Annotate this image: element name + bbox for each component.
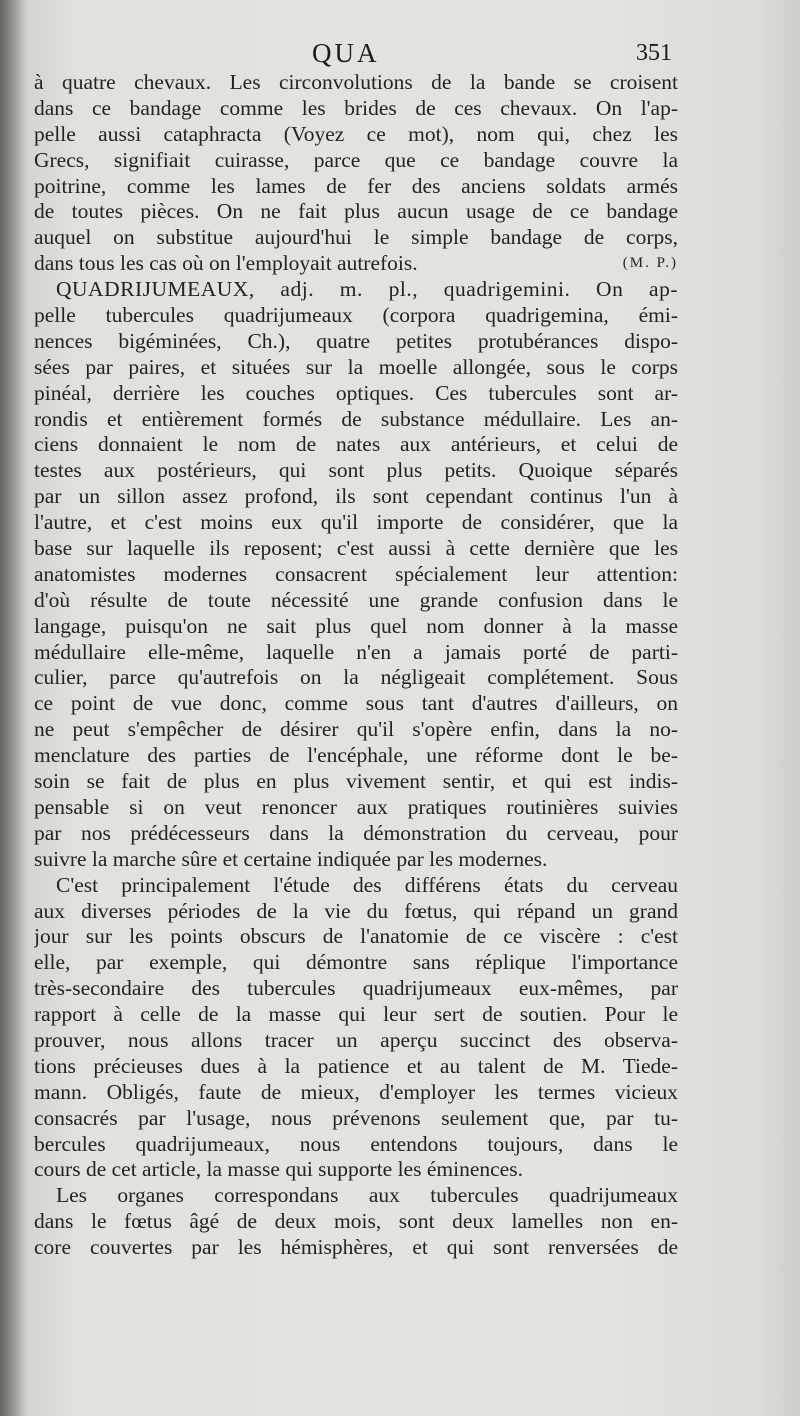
text-line: sées par paires, et situées sur la moelle allongée, sous le corps <box>34 354 678 379</box>
body-text <box>34 70 678 1261</box>
text-line: testes aux postérieurs, qui sont plus petits. Quoique séparés <box>34 458 678 483</box>
text-line: médullaire elle-même, laquelle n'en a jamais porté de parti- <box>34 639 678 664</box>
text-line: d'où résulte de toute nécessité une grande confusion dans le <box>34 587 678 612</box>
text-line: nences bigéminées, Ch.), quatre petites protubérances dispo- <box>34 328 678 353</box>
text-line: par nos prédécesseurs dans la démonstration du cerveau, pour <box>34 820 678 845</box>
text-line: de toutes pièces. On ne fait plus aucun usage de ce bandage <box>34 199 678 224</box>
running-title: QUA <box>312 38 380 68</box>
text-line: rapport à celle de la masse qui leur sert de soutien. Pour le <box>34 1002 678 1027</box>
text-line: ne peut s'empêcher de désirer qu'il s'opère enfin, dans la no- <box>34 717 678 742</box>
text-line: l'autre, et c'est moins eux qu'il importe de considérer, que la <box>34 510 678 535</box>
text-line: auquel on substitue aujourd'hui le simple bandage de corps, <box>34 225 678 250</box>
text-line: core couvertes par les hémisphères, et qui sont renversées de <box>34 1235 678 1260</box>
text-line: ciens donnaient le nom de nates aux antérieurs, et celui de <box>34 432 678 457</box>
text-line: menclature des parties de l'encéphale, une réforme dont le be- <box>34 743 678 768</box>
text-line: tions précieuses dues à la patience et au talent de M. Tiede- <box>34 1053 678 1078</box>
text-line: prouver, nous allons tracer un aperçu succinct des observa- <box>34 1027 678 1052</box>
gutter-shadow <box>0 0 26 1416</box>
text-line: mann. Obligés, faute de mieux, d'employer les termes vicieux <box>34 1079 678 1104</box>
text-line: langage, puisqu'on ne sait plus quel nom donner à la masse <box>34 613 678 638</box>
text-line: Les organes correspondans aux tubercules quadrijumeaux <box>56 1183 678 1208</box>
text-line: pelle tubercules quadrijumeaux (corpora quadrigemina, émi- <box>34 303 678 328</box>
text-line-with-signature <box>34 251 678 277</box>
text-line: suivre la marche sûre et certaine indiquée par les modernes. <box>34 846 548 871</box>
page-number: 351 <box>636 40 672 66</box>
text-line: pinéal, derrière les couches optiques. Ces tubercules sont ar- <box>34 380 678 405</box>
text-line: par un sillon assez profond, ils sont cependant continus l'un à <box>34 484 678 509</box>
text-line: soin se fait de plus en plus vivement sentir, et qui est indis- <box>34 769 678 794</box>
text-line: culier, parce qu'autrefois on la négligeait complétement. Sous <box>34 665 678 690</box>
text-line: bercules quadrijumeaux, nous entendons toujours, dans le <box>34 1131 678 1156</box>
text-line: rondis et entièrement formés de substance médullaire. Les an- <box>34 406 678 431</box>
text-line: base sur laquelle ils reposent; c'est aussi à cette dernière que les <box>34 536 678 561</box>
text-line: anatomistes modernes consacrent spécialement leur attention: <box>34 561 678 586</box>
running-header <box>0 38 800 74</box>
text-line: pelle aussi cataphracta (Voyez ce mot), nom qui, chez les <box>34 121 678 146</box>
text-line: très-secondaire des tubercules quadrijumeaux eux-mêmes, par <box>34 976 678 1001</box>
text-line: C'est principalement l'étude des différens états du cerveau <box>56 872 678 897</box>
text-line: pensable si on veut renoncer aux pratiques routinières suivies <box>34 794 678 819</box>
text-line: poitrine, comme les lames de fer des anciens soldats armés <box>34 173 678 198</box>
entry-headword-line: QUADRIJUMEAUX, adj. m. pl., quadrigemini. On ap- <box>56 277 678 302</box>
text-line: dans ce bandage comme les brides de ces chevaux. On l'ap- <box>34 95 678 120</box>
text-line: cours de cet article, la masse qui supporte les éminences. <box>34 1157 523 1182</box>
author-signature: (M. P.) <box>622 255 678 272</box>
text-line: dans tous les cas où on l'employait autrefois. <box>34 251 418 276</box>
text-line: ce point de vue donc, comme sous tant d'autres d'ailleurs, on <box>34 691 678 716</box>
text-line: consacrés par l'usage, nous prévenons seulement que, par tu- <box>34 1105 678 1130</box>
text-line: elle, par exemple, qui démontre sans réplique l'importance <box>34 950 678 975</box>
text-line: jour sur les points obscurs de l'anatomie de ce viscère : c'est <box>34 924 678 949</box>
text-line: dans le fœtus âgé de deux mois, sont deux lamelles non en- <box>34 1209 678 1234</box>
text-line: à quatre chevaux. Les circonvolutions de la bande se croisent <box>34 70 678 94</box>
text-line: Grecs, signifiait cuirasse, parce que ce bandage couvre la <box>34 147 678 172</box>
text-line: aux diverses périodes de la vie du fœtus, qui répand un grand <box>34 898 678 923</box>
